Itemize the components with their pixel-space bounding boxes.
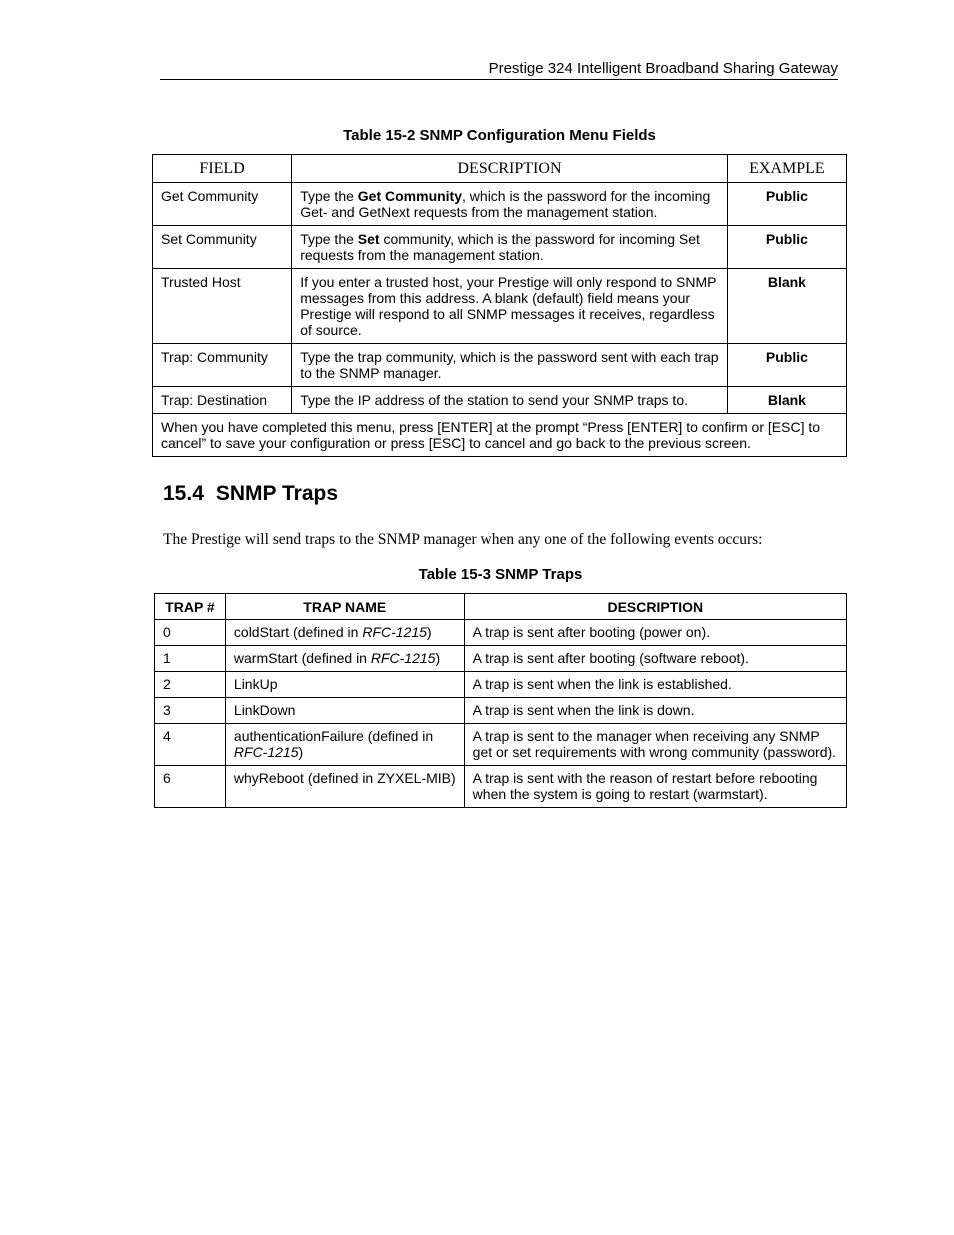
snmp-config-fields-table [152,154,847,457]
trap-name-cell: coldStart (defined in RFC-1215) [225,620,464,646]
field-cell: Get Community [153,183,292,226]
table1-caption: Table 15-2 SNMP Configuration Menu Fields [343,127,656,144]
trap-number-cell: 4 [155,724,226,766]
column-header-example: EXAMPLE [727,155,846,183]
table-footer-row [153,414,847,457]
table2-caption: Table 15-3 SNMP Traps [418,566,583,583]
snmp-traps-table [154,593,847,808]
trap-name-cell: warmStart (defined in RFC-1215) [225,646,464,672]
example-cell: Blank [727,269,846,344]
trap-name-cell: LinkDown [225,698,464,724]
field-cell: Trap: Destination [153,387,292,414]
table-row [155,698,847,724]
example-cell: Blank [727,387,846,414]
trap-name-cell: authenticationFailure (defined in RFC-1215) [225,724,464,766]
field-cell: Set Community [153,226,292,269]
example-cell: Public [727,344,846,387]
trap-number-cell: 6 [155,766,226,808]
page-header: Prestige 324 Intelligent Broadband Sharing Gateway [160,60,838,80]
column-header-trap-name: TRAP NAME [225,594,464,620]
trap-number-cell: 0 [155,620,226,646]
column-header-trap-number: TRAP # [155,594,226,620]
trap-description-cell: A trap is sent to the manager when receiving any SNMP get or set requirements with wrong community (password). [464,724,846,766]
trap-name-cell: whyReboot (defined in ZYXEL-MIB) [225,766,464,808]
table-row [153,226,847,269]
section-number: 15.4 [163,482,204,505]
trap-description-cell: A trap is sent after booting (power on). [464,620,846,646]
description-cell: Type the Get Community, which is the password for the incoming Get- and GetNext requests from the management station. [292,183,728,226]
section-title: SNMP Traps [215,482,339,505]
table-footer-note: When you have completed this menu, press [ENTER] at the prompt “Press [ENTER] to confirm or [ESC] to cancel” to save your configuration or press [ESC] to cancel and go back to the previous screen. [153,414,847,457]
column-header-field: FIELD [153,155,292,183]
trap-number-cell: 2 [155,672,226,698]
trap-description-cell: A trap is sent when the link is down. [464,698,846,724]
table-row [153,183,847,226]
table-row [155,724,847,766]
trap-number-cell: 1 [155,646,226,672]
table-row [155,766,847,808]
section-intro: The Prestige will send traps to the SNMP manager when any one of the following events occurs: [163,531,763,548]
column-header-description: DESCRIPTION [464,594,846,620]
table-header-row [155,594,847,620]
table-row [153,387,847,414]
table-header-row [153,155,847,183]
trap-description-cell: A trap is sent with the reason of restart before rebooting when the system is going to restart (warmstart). [464,766,846,808]
trap-number-cell: 3 [155,698,226,724]
field-cell: Trusted Host [153,269,292,344]
trap-description-cell: A trap is sent when the link is established. [464,672,846,698]
description-cell: Type the trap community, which is the password sent with each trap to the SNMP manager. [292,344,728,387]
description-cell: Type the IP address of the station to send your SNMP traps to. [292,387,728,414]
trap-name-cell: LinkUp [225,672,464,698]
example-cell: Public [727,226,846,269]
field-cell: Trap: Community [153,344,292,387]
table-row [155,620,847,646]
description-cell: If you enter a trusted host, your Prestige will only respond to SNMP messages from this address. A blank (default) field means your Prestige will respond to all SNMP messages it receives, regardless of source. [292,269,728,344]
table-row [153,269,847,344]
table-row [153,344,847,387]
trap-description-cell: A trap is sent after booting (software reboot). [464,646,846,672]
table-row [155,646,847,672]
section-heading [163,482,338,506]
description-cell: Type the Set community, which is the password for incoming Set requests from the management station. [292,226,728,269]
example-cell: Public [727,183,846,226]
column-header-description: DESCRIPTION [292,155,728,183]
table-row [155,672,847,698]
